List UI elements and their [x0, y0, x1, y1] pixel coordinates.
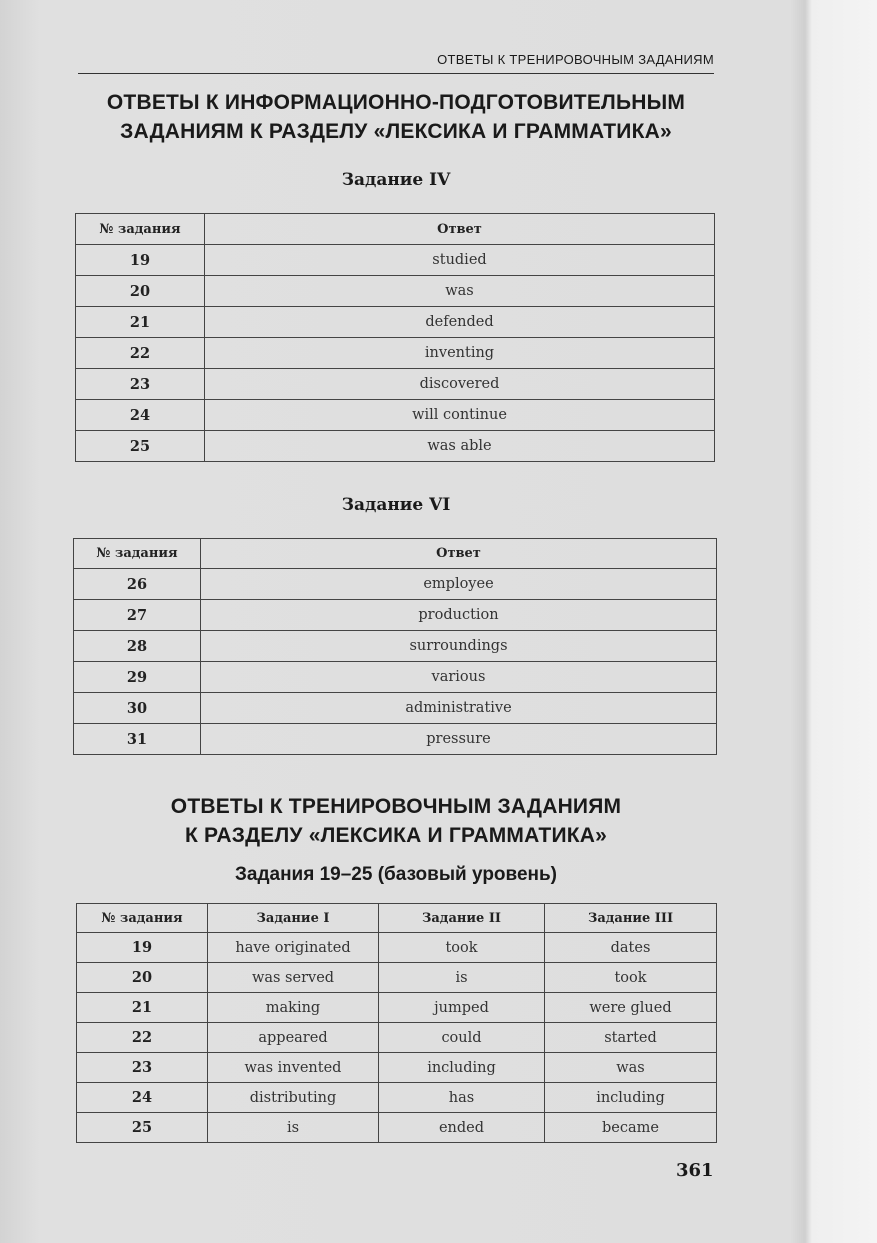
answer-cell: discovered — [205, 369, 715, 400]
answer-cell: production — [201, 600, 717, 631]
answer-cell: will continue — [205, 400, 715, 431]
table-row — [74, 631, 717, 662]
task-number-cell: 23 — [77, 1053, 208, 1083]
task-number-cell: 22 — [76, 338, 205, 369]
answer-cell: inventing — [205, 338, 715, 369]
table-row — [77, 1113, 717, 1143]
table-row — [76, 245, 715, 276]
answer-cell: administrative — [201, 693, 717, 724]
table-row — [76, 369, 715, 400]
task-number-cell: 23 — [76, 369, 205, 400]
column-header-task-3: Задание III — [545, 904, 717, 933]
answer-cell: was invented — [208, 1053, 379, 1083]
column-header-task-1: Задание I — [208, 904, 379, 933]
section-title-line-1: ОТВЕТЫ К ИНФОРМАЦИОННО-ПОДГОТОВИТЕЛЬНЫМ — [106, 91, 686, 114]
task-number-cell: 19 — [76, 245, 205, 276]
answer-cell: was served — [208, 963, 379, 993]
table-row — [77, 1023, 717, 1053]
section-title-line-1: ОТВЕТЫ К ТРЕНИРОВОЧНЫМ ЗАДАНИЯМ — [170, 795, 622, 818]
task-number-cell: 25 — [76, 431, 205, 462]
table-row — [77, 933, 717, 963]
answer-cell: ended — [379, 1113, 545, 1143]
task-number-cell: 31 — [74, 724, 201, 755]
answer-cell: took — [545, 963, 717, 993]
column-header-answer: Ответ — [201, 539, 717, 569]
table-row — [76, 431, 715, 462]
column-header-answer: Ответ — [205, 214, 715, 245]
column-header-task-2: Задание II — [379, 904, 545, 933]
answer-cell: distributing — [208, 1083, 379, 1113]
table-row — [76, 338, 715, 369]
answer-cell: various — [201, 662, 717, 693]
answer-table-basic-level — [76, 903, 717, 1143]
answer-cell: appeared — [208, 1023, 379, 1053]
task-number-cell: 29 — [74, 662, 201, 693]
table-header-row — [77, 904, 717, 933]
table-row — [77, 1053, 717, 1083]
task-number-cell: 21 — [77, 993, 208, 1023]
task-number-cell: 27 — [74, 600, 201, 631]
answer-cell: dates — [545, 933, 717, 963]
task-number-cell: 26 — [74, 569, 201, 600]
answer-cell: studied — [205, 245, 715, 276]
table-row — [74, 600, 717, 631]
answer-cell: was able — [205, 431, 715, 462]
task-number-cell: 30 — [74, 693, 201, 724]
answer-cell: employee — [201, 569, 717, 600]
answer-cell: was — [545, 1053, 717, 1083]
answer-cell: including — [379, 1053, 545, 1083]
task-number-cell: 19 — [77, 933, 208, 963]
task-vi-title: Задание VI — [341, 495, 451, 515]
table-row — [74, 724, 717, 755]
task-number-cell: 24 — [76, 400, 205, 431]
answer-cell: is — [208, 1113, 379, 1143]
answer-cell: pressure — [201, 724, 717, 755]
table-row — [74, 662, 717, 693]
answer-cell: is — [379, 963, 545, 993]
table-header-row — [74, 539, 717, 569]
answer-cell: have originated — [208, 933, 379, 963]
task-number-cell: 25 — [77, 1113, 208, 1143]
tasks-19-25-subtitle: Задания 19–25 (базовый уровень) — [234, 864, 558, 885]
task-number-cell: 20 — [76, 276, 205, 307]
table-row — [76, 400, 715, 431]
answer-cell: surroundings — [201, 631, 717, 662]
table-row — [76, 276, 715, 307]
table-header-row — [76, 214, 715, 245]
answer-cell: started — [545, 1023, 717, 1053]
answer-table-task-vi — [73, 538, 717, 755]
section-title-line-2: К РАЗДЕЛУ «ЛЕКСИКА И ГРАММАТИКА» — [184, 824, 608, 847]
table-row — [77, 963, 717, 993]
section-title-line-2: ЗАДАНИЯМ К РАЗДЕЛУ «ЛЕКСИКА И ГРАММАТИКА» — [120, 120, 672, 143]
section-title-training — [78, 792, 714, 850]
page-number: 361 — [676, 1160, 714, 1181]
task-number-cell: 20 — [77, 963, 208, 993]
task-number-cell: 22 — [77, 1023, 208, 1053]
answer-cell: jumped — [379, 993, 545, 1023]
answer-cell: making — [208, 993, 379, 1023]
table-row — [77, 1083, 717, 1113]
answer-cell: was — [205, 276, 715, 307]
running-head: ОТВЕТЫ К ТРЕНИРОВОЧНЫМ ЗАДАНИЯМ — [78, 52, 714, 74]
answer-cell: could — [379, 1023, 545, 1053]
task-iv-title: Задание IV — [341, 170, 451, 190]
table-row — [77, 993, 717, 1023]
answer-cell: took — [379, 933, 545, 963]
answer-cell: were glued — [545, 993, 717, 1023]
task-number-cell: 28 — [74, 631, 201, 662]
table-row — [74, 693, 717, 724]
answer-cell: became — [545, 1113, 717, 1143]
column-header-number: № задания — [77, 904, 208, 933]
column-header-number: № задания — [76, 214, 205, 245]
answer-cell: including — [545, 1083, 717, 1113]
answer-cell: defended — [205, 307, 715, 338]
column-header-number: № задания — [74, 539, 201, 569]
section-title-informational — [78, 88, 714, 146]
table-row — [76, 307, 715, 338]
answer-cell: has — [379, 1083, 545, 1113]
answer-table-task-iv — [75, 213, 715, 462]
task-number-cell: 21 — [76, 307, 205, 338]
task-number-cell: 24 — [77, 1083, 208, 1113]
table-row — [74, 569, 717, 600]
